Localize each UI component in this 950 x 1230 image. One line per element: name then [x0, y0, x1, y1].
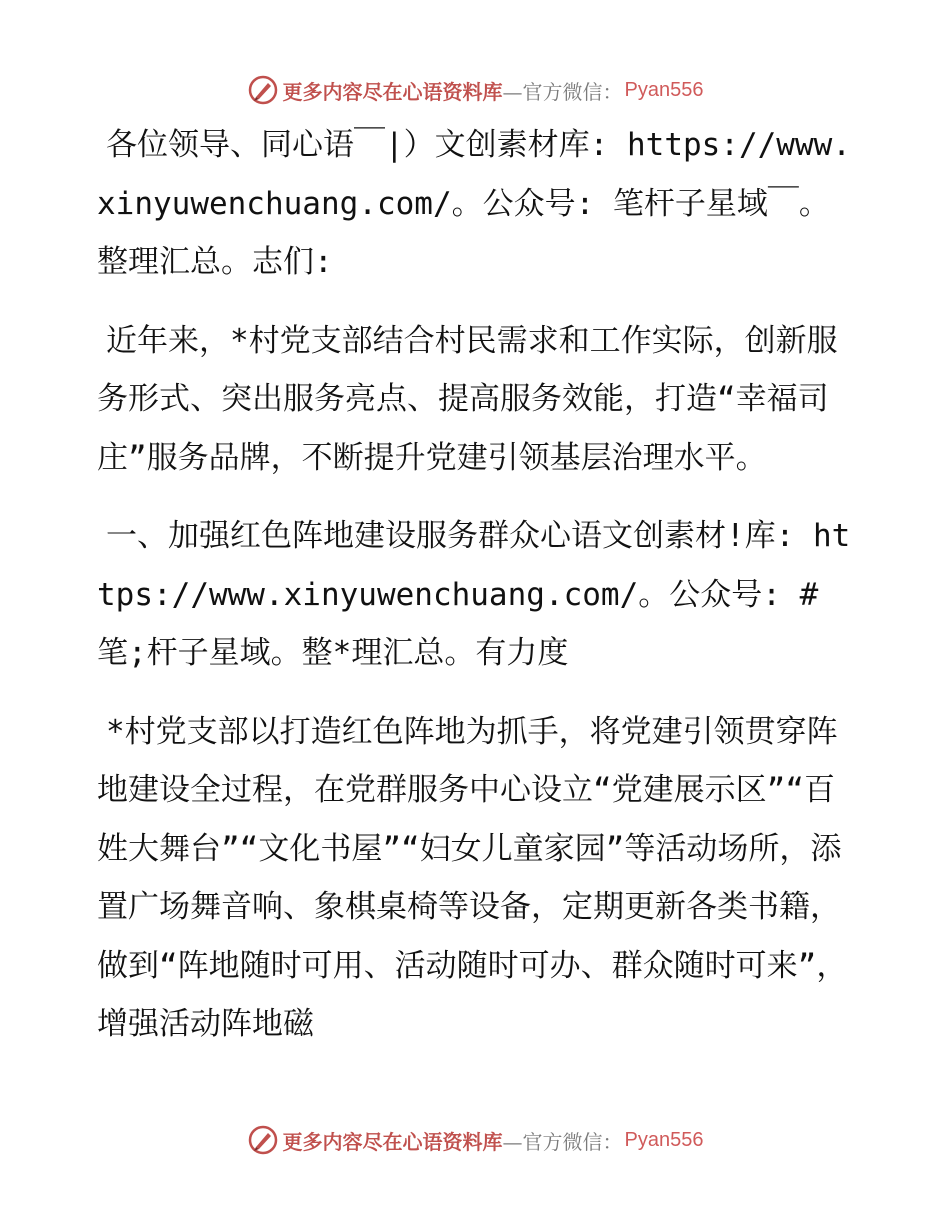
paragraph-intro: 近年来，*村党支部结合村民需求和工作实际，创新服务形式、突出服务亮点、提高服务效能，打造“幸福司庄”服务品牌，不断提升党建引领基层治理水平。: [97, 322, 838, 476]
banner-main-text: 更多内容尽在心语资料库: [282, 1129, 503, 1154]
banner-wechat-id: Pyan556: [624, 1128, 704, 1151]
header-watermark-banner: [0, 70, 950, 110]
banner-separator: —官方微信：: [502, 1129, 623, 1154]
section-heading-1: 一、加强红色阵地建设服务群众心语文创素材!库: https://www.xinyuwenchuang.com/。公众号: #笔;杆子星域。整*理汇总。有力度: [97, 518, 851, 671]
paragraph-greeting: 各位领导、同心语￣|）文创素材库: https://www.xinyuwenchuang.com/。公众号: 笔杆子星域￣。整理汇总。志们:: [97, 127, 851, 280]
banner-separator: —官方微信：: [502, 79, 623, 104]
pen-logo-icon: [247, 1124, 279, 1156]
paragraph-section-1-body: *村党支部以打造红色阵地为抓手，将党建引领贯穿阵地建设全过程，在党群服务中心设立“党建展示区”“百姓大舞台”“文化书屋”“妇女儿童家园”等活动场所，添置广场舞音响、象棋桌椅等设备，定期更新各类书籍，做到“阵地随时可用、活动随时可办、群众随时可来”，增强活动阵地磁: [97, 713, 848, 1042]
banner-wechat-id: Pyan556: [624, 78, 704, 101]
document-body: [97, 116, 857, 1074]
banner-main-text: 更多内容尽在心语资料库: [282, 79, 503, 104]
pen-logo-icon: [247, 74, 279, 106]
footer-watermark-banner: [0, 1120, 950, 1160]
